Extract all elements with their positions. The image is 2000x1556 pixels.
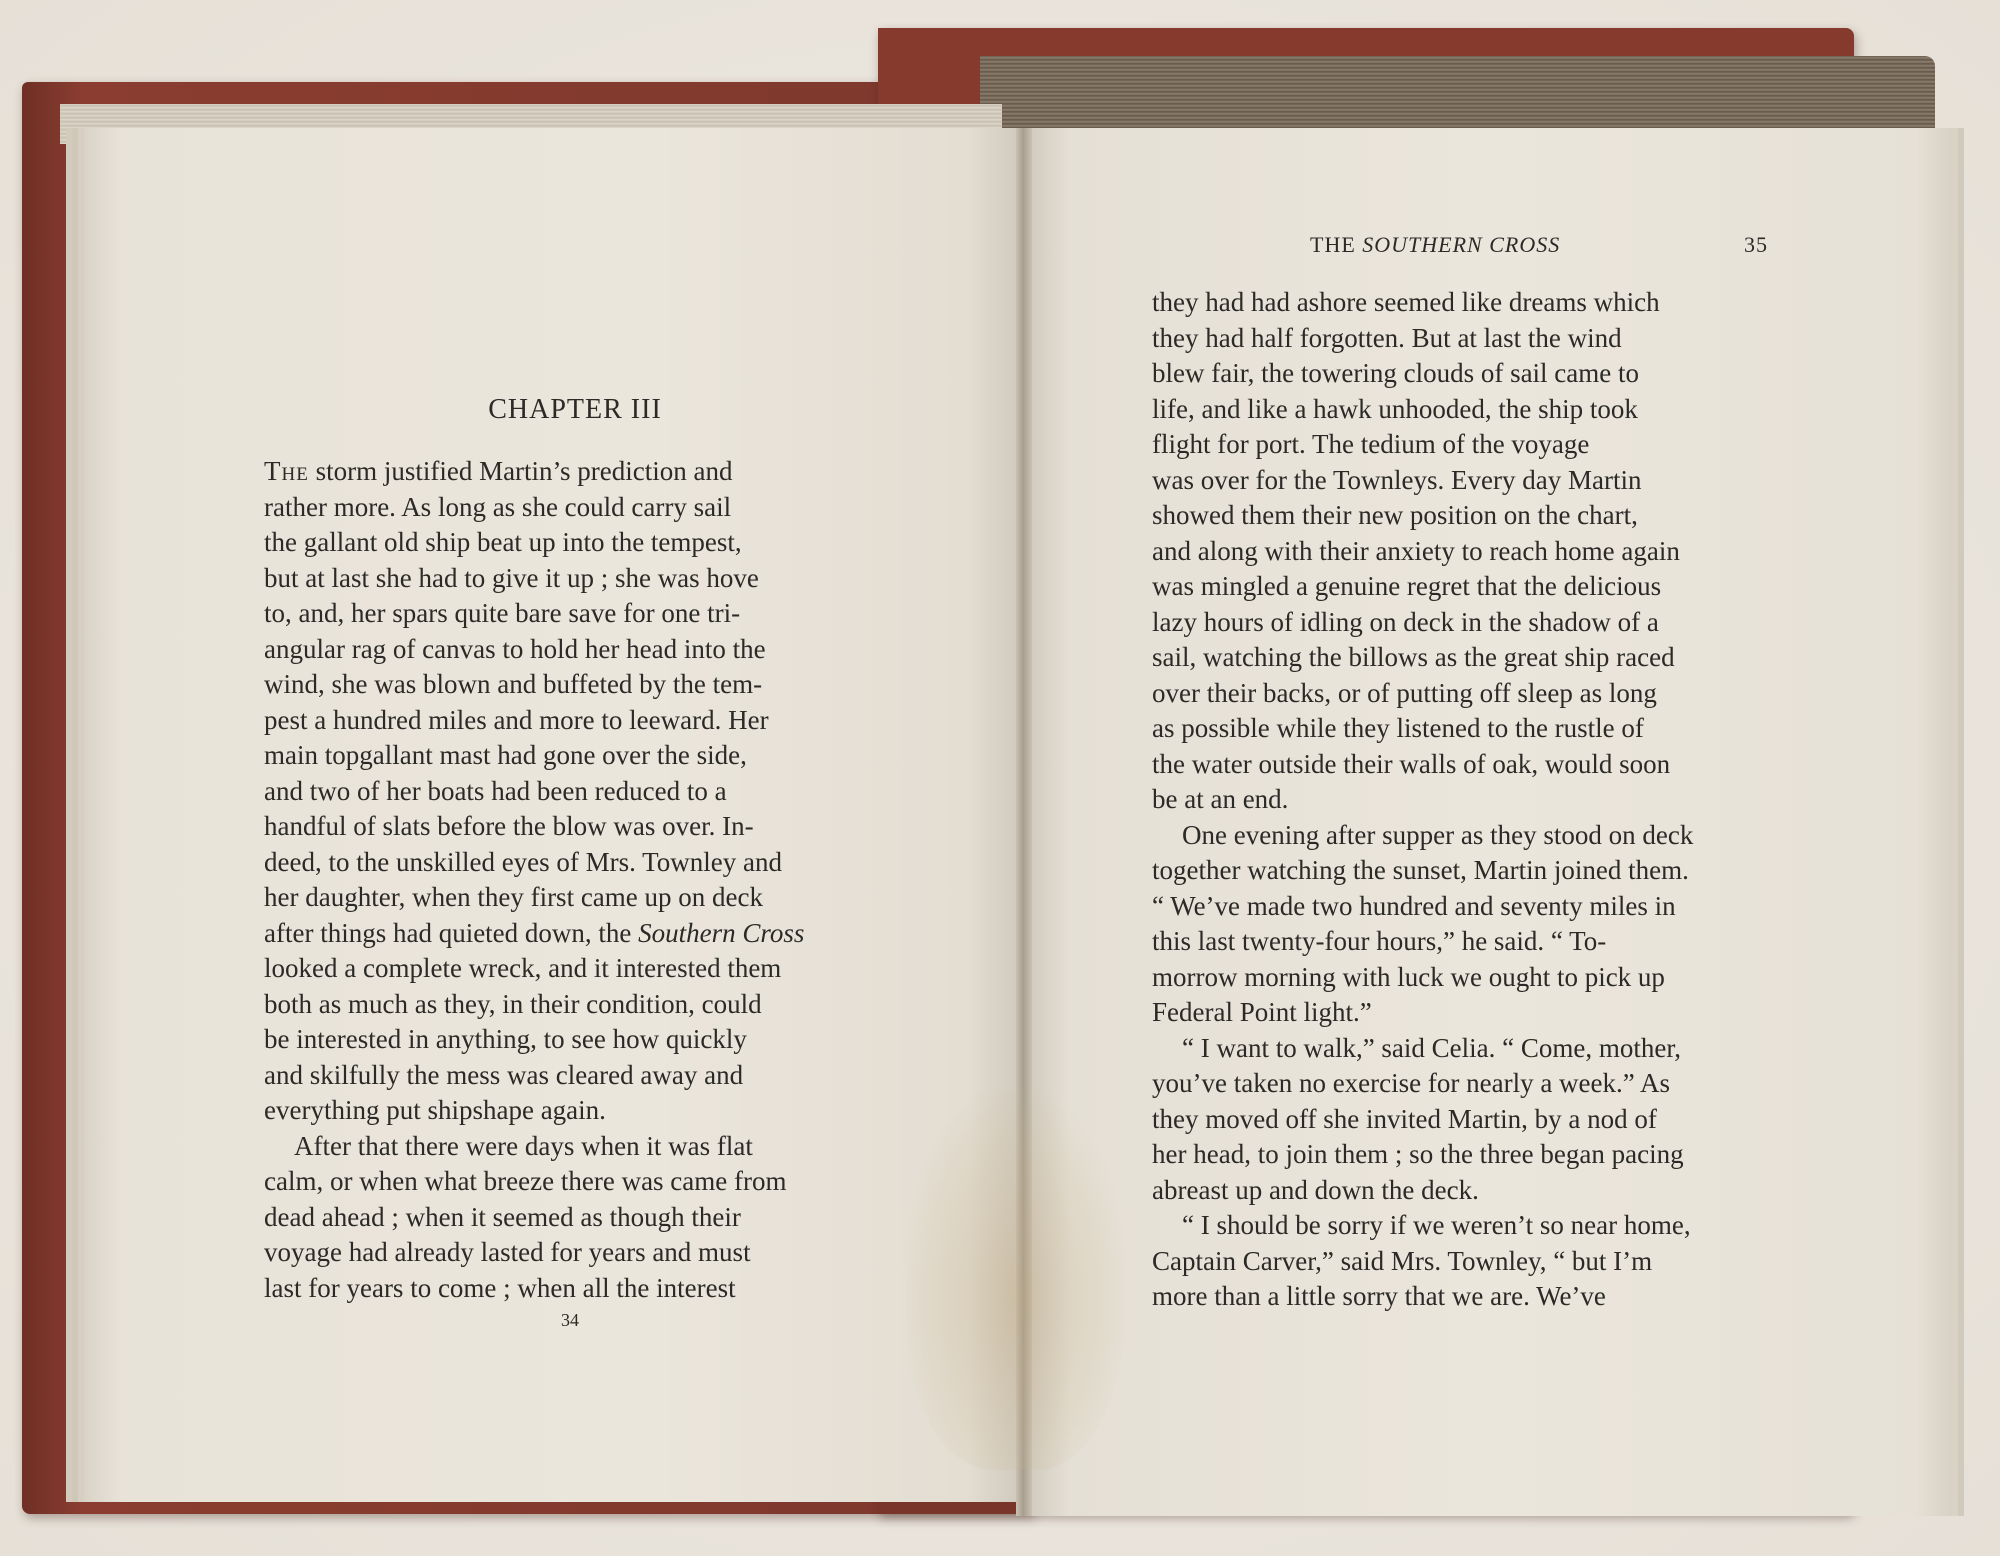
paragraph [1152, 1208, 1770, 1315]
text-line: be interested in anything, to see how quickly [264, 1024, 747, 1054]
text-line: as possible while they listened to the rustle of [1152, 713, 1644, 743]
paragraph [264, 454, 886, 1129]
text-line: over their backs, or of putting off sleep as long [1152, 677, 1657, 708]
text-line: abreast up and down the deck. [1152, 1174, 1479, 1205]
text-line: blew fair, the towering clouds of sail came to [1152, 358, 1640, 388]
text-line: calm, or when what breeze there was came from [264, 1166, 787, 1196]
paragraph [1152, 1031, 1770, 1209]
text-line: sail, watching the billows as the great ship raced [1152, 642, 1675, 672]
text-line: looked a complete wreck, and it interested them [264, 953, 782, 983]
text-line: everything put shipshape again. [264, 1095, 606, 1125]
running-head-prefix: THE [1310, 232, 1363, 257]
text-line: main topgallant mast had gone over the side, [264, 740, 747, 770]
text-line: and skilfully the mess was cleared away and [264, 1059, 744, 1090]
text-line: was over for the Townleys. Every day Martin [1152, 464, 1642, 495]
text-line: “ We’ve made two hundred and seventy miles in [1152, 890, 1676, 921]
text-line: both as much as they, in their condition, could [264, 988, 762, 1019]
text-line: you’ve taken no exercise for nearly a week.” As [1152, 1068, 1671, 1098]
lead-word: The [264, 456, 309, 486]
text-line: to, and, her spars quite bare save for one tri- [264, 598, 741, 628]
running-head-book-title: SOUTHERN CROSS [1362, 232, 1561, 257]
page-number-left: 34 [561, 1310, 579, 1330]
text-line: rather more. As long as she could carry sail [264, 491, 732, 522]
text-line: lazy hours of idling on deck in the shadow of a [1152, 606, 1659, 637]
text-line: storm justified Martin’s prediction and [308, 456, 733, 486]
text-line: and along with their anxiety to reach home again [1152, 535, 1680, 566]
right-page-text [1152, 285, 1770, 1315]
text-line: After that there were days when it was flat [294, 1130, 753, 1161]
paragraph [264, 1129, 886, 1307]
text-line: showed them their new position on the chart, [1152, 500, 1638, 530]
text-line: Captain Carver,” said Mrs. Townley, “ but I’m [1152, 1245, 1653, 1276]
text-line: One evening after supper as they stood on deck [1182, 819, 1694, 850]
text-line: morrow morning with luck we ought to pick up [1152, 961, 1665, 992]
text-line: wind, she was blown and buffeted by the tem- [264, 669, 763, 699]
paragraph [1152, 285, 1770, 818]
text-line: “ I should be sorry if we weren’t so near home, [1182, 1210, 1691, 1240]
text-line: the water outside their walls of oak, would soon [1152, 748, 1671, 779]
text-line: voyage had already lasted for years and must [264, 1237, 751, 1267]
text-line: life, and like a hawk unhooded, the ship took [1152, 393, 1638, 424]
text-line: the gallant old ship beat up into the tempest, [264, 527, 742, 557]
text-line: deed, to the unskilled eyes of Mrs. Townley and [264, 846, 783, 877]
running-head-title [1310, 232, 1560, 258]
text-line: last for years to come ; when all the interest [264, 1272, 736, 1303]
text-line: after things had quieted down, the [264, 917, 639, 948]
text-line: they had had ashore seemed like dreams which [1152, 287, 1660, 317]
text-line: this last twenty-four hours,” he said. “ To- [1152, 926, 1607, 956]
ship-name: Southern Cross [638, 917, 805, 948]
page-number-right: 35 [1744, 232, 1768, 257]
text-line: her daughter, when they first came up on deck [264, 882, 763, 912]
text-line: pest a hundred miles and more to leeward. Her [264, 704, 769, 735]
text-line: her head, to join them ; so the three began pacing [1152, 1139, 1684, 1169]
text-line: be at an end. [1152, 784, 1289, 814]
text-line: they had half forgotten. But at last the wind [1152, 322, 1622, 353]
text-line: they moved off she invited Martin, by a nod of [1152, 1103, 1657, 1134]
text-line: but at last she had to give it up ; she was hove [264, 562, 759, 593]
chapter-title: CHAPTER III [488, 394, 662, 425]
text-line: “ I want to walk,” said Celia. “ Come, mother, [1182, 1032, 1682, 1063]
text-line: dead ahead ; when it seemed as though their [264, 1201, 741, 1232]
paragraph [1152, 818, 1770, 1031]
text-line: handful of slats before the blow was over. In- [264, 811, 754, 841]
text-line: and two of her boats had been reduced to a [264, 775, 727, 806]
text-line: angular rag of canvas to hold her head into the [264, 633, 766, 664]
left-page-text [264, 454, 886, 1306]
text-line: Federal Point light.” [1152, 997, 1372, 1027]
text-line: was mingled a genuine regret that the delicious [1152, 571, 1662, 601]
text-line: flight for port. The tedium of the voyage [1152, 429, 1590, 459]
water-stain [905, 1090, 1125, 1470]
text-line: together watching the sunset, Martin joined them. [1152, 855, 1689, 885]
text-line: more than a little sorry that we are. We’ve [1152, 1281, 1606, 1311]
